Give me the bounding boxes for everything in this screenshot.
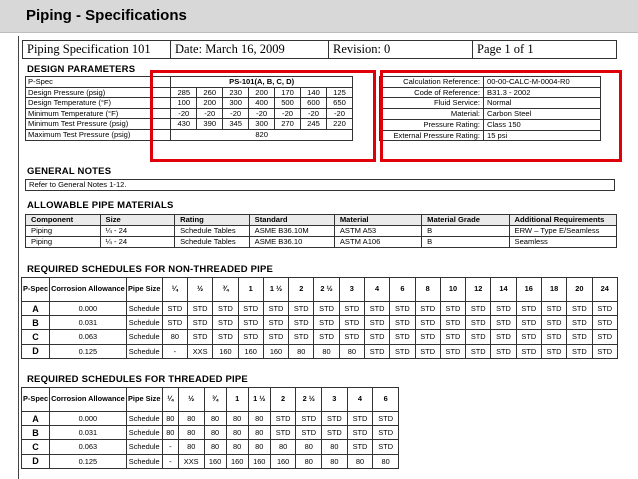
reference-value: 00-00-CALC-M-0004-R0 bbox=[484, 77, 601, 88]
allowable-cell: ¼ - 24 bbox=[100, 226, 175, 237]
schedule-cell: STD bbox=[213, 316, 238, 330]
schedule-cell: STD bbox=[296, 412, 322, 426]
schedule-header bbox=[22, 388, 399, 412]
allowable-row bbox=[26, 226, 617, 237]
schedule-cell: Schedule bbox=[126, 344, 162, 358]
schedule-cell: 80 bbox=[248, 426, 270, 440]
pspec-label: P-Spec bbox=[26, 77, 171, 88]
max-test-label: Maximum Test Pressure (psig) bbox=[26, 129, 171, 140]
schedule-header-cell: P-Spec bbox=[22, 388, 50, 412]
schedule-cell: 160 bbox=[204, 454, 226, 468]
schedule-row bbox=[22, 454, 399, 468]
allowable-materials-table bbox=[25, 214, 617, 248]
reference-label: Fluid Service: bbox=[380, 98, 484, 109]
schedule-header-cell: 1 bbox=[226, 388, 248, 412]
schedule-cell: 80 bbox=[226, 426, 248, 440]
schedule-cell: 80 bbox=[322, 454, 348, 468]
design-param-value: 300 bbox=[223, 98, 249, 109]
schedule-cell: - bbox=[162, 344, 187, 358]
doc-page: Page 1 of 1 bbox=[477, 42, 534, 56]
design-param-label: Minimum Test Pressure (psig) bbox=[26, 119, 171, 130]
design-param-value: -20 bbox=[326, 108, 352, 119]
reference-label: External Pressure Rating: bbox=[380, 130, 484, 141]
schedule-header-cell: 3 bbox=[339, 278, 364, 302]
schedule-cell: STD bbox=[238, 302, 263, 316]
schedule-cell: STD bbox=[466, 302, 491, 316]
schedule-cell: STD bbox=[440, 330, 465, 344]
reference-value: B31.3 - 2002 bbox=[484, 87, 601, 98]
design-param-value: 230 bbox=[223, 87, 249, 98]
schedule-header-cell: Pipe Size bbox=[126, 388, 162, 412]
schedule-cell: Schedule bbox=[126, 412, 162, 426]
schedule-header-cell: 3 bbox=[322, 388, 348, 412]
schedule-cell: STD bbox=[541, 302, 566, 316]
design-param-value: 600 bbox=[301, 98, 327, 109]
schedule-header-cell: Corrosion Allowance bbox=[50, 278, 127, 302]
schedule-cell: 160 bbox=[263, 344, 288, 358]
design-param-value: 400 bbox=[249, 98, 275, 109]
allowable-header-cell: Component bbox=[26, 215, 101, 226]
design-param-value: -20 bbox=[301, 108, 327, 119]
design-param-value: 300 bbox=[249, 119, 275, 130]
pspec-cell: D bbox=[22, 454, 50, 468]
schedule-cell: Schedule bbox=[126, 426, 162, 440]
design-param-value: 390 bbox=[197, 119, 223, 130]
allowable-cell: B bbox=[422, 226, 509, 237]
schedule-cell: XXS bbox=[188, 344, 213, 358]
allowable-header-cell: Rating bbox=[175, 215, 250, 226]
schedule-cell: Schedule bbox=[126, 440, 162, 454]
schedule-row bbox=[22, 302, 618, 316]
schedule-cell: STD bbox=[466, 344, 491, 358]
schedule-cell: STD bbox=[592, 316, 618, 330]
schedule-cell: STD bbox=[567, 330, 592, 344]
schedule-header-cell: 2 ½ bbox=[296, 388, 322, 412]
schedule-cell: STD bbox=[347, 412, 373, 426]
allowable-cell: ASME B36.10M bbox=[249, 226, 334, 237]
design-param-value: 170 bbox=[275, 87, 301, 98]
schedule-header-cell: 14 bbox=[491, 278, 516, 302]
schedule-cell: STD bbox=[466, 330, 491, 344]
schedule-cell: STD bbox=[440, 344, 465, 358]
schedule-cell: STD bbox=[592, 302, 618, 316]
pspec-value: PS-101(A, B, C, D) bbox=[171, 77, 353, 88]
schedule-cell: 80 bbox=[289, 344, 314, 358]
schedule-cell: 80 bbox=[204, 440, 226, 454]
schedule-header-cell: ¼ bbox=[162, 278, 187, 302]
schedule-header-cell: ½ bbox=[188, 278, 213, 302]
allowable-cell: Schedule Tables bbox=[175, 237, 250, 248]
pspec-cell: B bbox=[22, 426, 50, 440]
schedule-cell: STD bbox=[415, 302, 440, 316]
pspec-cell: A bbox=[22, 302, 50, 316]
schedule-cell: 160 bbox=[238, 344, 263, 358]
schedule-cell: STD bbox=[364, 344, 389, 358]
schedule-cell: 80 bbox=[296, 454, 322, 468]
pspec-cell: C bbox=[22, 440, 50, 454]
schedule-header-cell: ¾ bbox=[204, 388, 226, 412]
schedule-cell: STD bbox=[592, 330, 618, 344]
schedule-cell: 80 bbox=[248, 440, 270, 454]
schedule-cell: STD bbox=[238, 330, 263, 344]
schedule-header-cell: 1 bbox=[238, 278, 263, 302]
design-param-value: -20 bbox=[249, 108, 275, 119]
schedule-cell: STD bbox=[491, 344, 516, 358]
schedule-cell: 80 bbox=[339, 344, 364, 358]
pspec-cell: B bbox=[22, 316, 50, 330]
schedule-cell: STD bbox=[567, 316, 592, 330]
schedule-header-cell: 1 ½ bbox=[248, 388, 270, 412]
schedule-cell: STD bbox=[592, 344, 618, 358]
schedule-header-cell: 4 bbox=[347, 388, 373, 412]
threaded-schedule-table bbox=[21, 387, 399, 469]
schedule-body bbox=[22, 412, 399, 469]
schedule-cell: STD bbox=[314, 302, 339, 316]
schedule-cell: XXS bbox=[178, 454, 204, 468]
allowable-cell: ¼ - 24 bbox=[100, 237, 175, 248]
schedule-cell: STD bbox=[516, 316, 541, 330]
schedule-header-cell: 10 bbox=[440, 278, 465, 302]
schedule-row bbox=[22, 344, 618, 358]
allowable-row bbox=[26, 237, 617, 248]
allowable-cell: ASTM A106 bbox=[334, 237, 421, 248]
design-param-label: Design Pressure (psig) bbox=[26, 87, 171, 98]
schedule-cell: STD bbox=[314, 330, 339, 344]
reference-label: Calculation Reference: bbox=[380, 77, 484, 88]
max-test-value: 820 bbox=[171, 129, 353, 140]
schedule-cell: 80 bbox=[347, 454, 373, 468]
doc-revision: Revision: 0 bbox=[329, 41, 473, 58]
schedule-cell: STD bbox=[339, 316, 364, 330]
schedule-cell: 0.125 bbox=[50, 454, 127, 468]
allowable-cell: B bbox=[422, 237, 509, 248]
design-param-value: 650 bbox=[326, 98, 352, 109]
schedule-header-cell: Pipe Size bbox=[126, 278, 162, 302]
schedule-cell: STD bbox=[415, 330, 440, 344]
schedule-cell: 0.000 bbox=[50, 302, 127, 316]
design-param-value: 125 bbox=[326, 87, 352, 98]
schedule-cell: 80 bbox=[322, 440, 348, 454]
schedule-cell: Schedule bbox=[126, 302, 162, 316]
title-bar bbox=[0, 0, 638, 33]
non-threaded-heading: REQUIRED SCHEDULES FOR NON-THREADED PIPE bbox=[27, 264, 274, 275]
schedule-header-cell: 20 bbox=[567, 278, 592, 302]
schedule-cell: STD bbox=[364, 316, 389, 330]
schedule-cell: STD bbox=[541, 330, 566, 344]
schedule-cell: STD bbox=[289, 302, 314, 316]
design-param-label: Minimum Temperature (°F) bbox=[26, 108, 171, 119]
schedule-cell: STD bbox=[415, 316, 440, 330]
allowable-cell: ERW – Type E/Seamless bbox=[509, 226, 617, 237]
schedule-cell: STD bbox=[466, 316, 491, 330]
schedule-cell: 160 bbox=[213, 344, 238, 358]
schedule-cell: STD bbox=[347, 426, 373, 440]
schedule-cell: STD bbox=[541, 344, 566, 358]
design-param-value: 200 bbox=[197, 98, 223, 109]
allowable-header-cell: Additional Requirements bbox=[509, 215, 617, 226]
schedule-header-cell: 8 bbox=[415, 278, 440, 302]
schedule-header-cell: 2 bbox=[270, 388, 296, 412]
schedule-cell: STD bbox=[390, 330, 415, 344]
schedule-cell: STD bbox=[415, 344, 440, 358]
schedule-cell: STD bbox=[373, 426, 399, 440]
schedule-row bbox=[22, 440, 399, 454]
schedule-header-cell: ¼ bbox=[162, 388, 178, 412]
schedule-header-cell: 4 bbox=[364, 278, 389, 302]
schedule-cell: 80 bbox=[226, 440, 248, 454]
schedule-cell: STD bbox=[347, 440, 373, 454]
schedule-cell: STD bbox=[440, 316, 465, 330]
reference-label: Pressure Rating: bbox=[380, 119, 484, 130]
schedule-cell: STD bbox=[322, 412, 348, 426]
schedule-header-cell: 24 bbox=[592, 278, 618, 302]
schedule-cell: 80 bbox=[296, 440, 322, 454]
document-header bbox=[22, 40, 617, 59]
schedule-cell: STD bbox=[339, 302, 364, 316]
schedule-cell: STD bbox=[188, 330, 213, 344]
reference-value: Normal bbox=[484, 98, 601, 109]
schedule-cell: STD bbox=[373, 440, 399, 454]
schedule-cell: STD bbox=[263, 330, 288, 344]
schedule-cell: 80 bbox=[226, 412, 248, 426]
design-param-value: 270 bbox=[275, 119, 301, 130]
schedule-header-row bbox=[22, 388, 399, 412]
schedule-cell: STD bbox=[238, 316, 263, 330]
schedule-cell: STD bbox=[491, 330, 516, 344]
schedule-row bbox=[22, 316, 618, 330]
highlight-box-pressure-temperature bbox=[150, 70, 376, 162]
allowable-cell: Seamless bbox=[509, 237, 617, 248]
doc-date: Date: March 16, 2009 bbox=[171, 41, 329, 58]
design-param-value: 220 bbox=[326, 119, 352, 130]
schedule-cell: STD bbox=[314, 316, 339, 330]
pspec-cell: D bbox=[22, 344, 50, 358]
schedule-cell: STD bbox=[296, 426, 322, 440]
reference-label: Code of Reference: bbox=[380, 87, 484, 98]
schedule-cell: - bbox=[162, 454, 178, 468]
allowable-header-cell: Standard bbox=[249, 215, 334, 226]
schedule-cell: 160 bbox=[270, 454, 296, 468]
schedule-cell: STD bbox=[270, 426, 296, 440]
allowable-cell: Schedule Tables bbox=[175, 226, 250, 237]
schedule-cell: 0.000 bbox=[50, 412, 127, 426]
schedule-row bbox=[22, 412, 399, 426]
schedule-header-cell: ½ bbox=[178, 388, 204, 412]
reference-label: Material: bbox=[380, 109, 484, 120]
schedule-cell: STD bbox=[390, 316, 415, 330]
schedule-cell: 80 bbox=[178, 440, 204, 454]
allowable-cell: ASME B36.10 bbox=[249, 237, 334, 248]
pspec-cell: A bbox=[22, 412, 50, 426]
schedule-cell: Schedule bbox=[126, 316, 162, 330]
schedule-cell: STD bbox=[188, 302, 213, 316]
schedule-cell: 80 bbox=[162, 412, 178, 426]
schedule-body bbox=[22, 302, 618, 359]
schedule-cell: STD bbox=[289, 330, 314, 344]
schedule-header-cell: P-Spec bbox=[22, 278, 50, 302]
design-param-value: 100 bbox=[171, 98, 197, 109]
allowable-header-cell: Material bbox=[334, 215, 421, 226]
schedule-header-cell: 1 ½ bbox=[263, 278, 288, 302]
schedule-header-cell: ¾ bbox=[213, 278, 238, 302]
schedule-header bbox=[22, 278, 618, 302]
highlight-box-reference bbox=[380, 70, 622, 162]
schedule-header-cell: 6 bbox=[373, 388, 399, 412]
design-param-label: Design Temperature (°F) bbox=[26, 98, 171, 109]
schedule-cell: STD bbox=[364, 330, 389, 344]
schedule-cell: STD bbox=[541, 316, 566, 330]
schedule-cell: Schedule bbox=[126, 330, 162, 344]
design-param-value: 430 bbox=[171, 119, 197, 130]
design-param-value: -20 bbox=[223, 108, 249, 119]
schedule-cell: 80 bbox=[178, 412, 204, 426]
schedule-cell: 80 bbox=[248, 412, 270, 426]
design-parameters-heading: DESIGN PARAMETERS bbox=[27, 64, 136, 75]
schedule-cell: 0.063 bbox=[50, 330, 127, 344]
pspec-cell: C bbox=[22, 330, 50, 344]
general-notes-text: Refer to General Notes 1-12. bbox=[26, 180, 615, 191]
design-param-value: 140 bbox=[301, 87, 327, 98]
doc-spec-name: Piping Specification 101 bbox=[23, 41, 171, 58]
schedule-header-cell: 18 bbox=[541, 278, 566, 302]
non-threaded-schedule-table bbox=[21, 277, 618, 359]
schedule-row bbox=[22, 330, 618, 344]
schedule-cell: 80 bbox=[314, 344, 339, 358]
schedule-cell: 80 bbox=[162, 330, 187, 344]
schedule-row bbox=[22, 426, 399, 440]
schedule-cell: STD bbox=[364, 302, 389, 316]
reference-value: Class 150 bbox=[484, 119, 601, 130]
allowable-header-cell: Size bbox=[100, 215, 175, 226]
reference-value: 15 psi bbox=[484, 130, 601, 141]
allowable-header-row bbox=[26, 215, 617, 226]
schedule-cell: STD bbox=[491, 302, 516, 316]
design-param-value: -20 bbox=[197, 108, 223, 119]
design-param-value: 345 bbox=[223, 119, 249, 130]
schedule-cell: 80 bbox=[178, 426, 204, 440]
schedule-cell: 80 bbox=[204, 426, 226, 440]
schedule-cell: STD bbox=[263, 316, 288, 330]
schedule-cell: 0.031 bbox=[50, 426, 127, 440]
design-param-value: 245 bbox=[301, 119, 327, 130]
schedule-header-cell: 16 bbox=[516, 278, 541, 302]
allowable-materials-heading: ALLOWABLE PIPE MATERIALS bbox=[27, 200, 174, 211]
schedule-header-cell: 2 ½ bbox=[314, 278, 339, 302]
schedule-cell: STD bbox=[516, 330, 541, 344]
schedule-header-cell: 6 bbox=[390, 278, 415, 302]
design-param-value: -20 bbox=[171, 108, 197, 119]
schedule-cell: STD bbox=[289, 316, 314, 330]
allowable-header-cell: Material Grade bbox=[422, 215, 509, 226]
reference-value: Carbon Steel bbox=[484, 109, 601, 120]
schedule-cell: STD bbox=[322, 426, 348, 440]
schedule-header-cell: 12 bbox=[466, 278, 491, 302]
schedule-cell: STD bbox=[263, 302, 288, 316]
schedule-cell: 0.125 bbox=[50, 344, 127, 358]
schedule-cell: 80 bbox=[373, 454, 399, 468]
schedule-cell: STD bbox=[567, 302, 592, 316]
schedule-cell: STD bbox=[516, 344, 541, 358]
schedule-cell: 160 bbox=[248, 454, 270, 468]
threaded-heading: REQUIRED SCHEDULES FOR THREADED PIPE bbox=[27, 374, 248, 385]
design-param-value: -20 bbox=[275, 108, 301, 119]
schedule-cell: STD bbox=[270, 412, 296, 426]
schedule-cell: Schedule bbox=[126, 454, 162, 468]
schedule-cell: STD bbox=[213, 302, 238, 316]
schedule-cell: STD bbox=[567, 344, 592, 358]
schedule-cell: 0.063 bbox=[50, 440, 127, 454]
schedule-cell: STD bbox=[373, 412, 399, 426]
design-param-value: 500 bbox=[275, 98, 301, 109]
design-param-value: 285 bbox=[171, 87, 197, 98]
allowable-cell: Piping bbox=[26, 226, 101, 237]
schedule-cell: 80 bbox=[204, 412, 226, 426]
design-param-value: 260 bbox=[197, 87, 223, 98]
schedule-cell: 80 bbox=[162, 426, 178, 440]
schedule-cell: STD bbox=[440, 302, 465, 316]
schedule-cell: STD bbox=[162, 302, 187, 316]
schedule-cell: STD bbox=[491, 316, 516, 330]
schedule-cell: STD bbox=[390, 302, 415, 316]
spec-document bbox=[18, 36, 628, 479]
schedule-cell: 0.031 bbox=[50, 316, 127, 330]
schedule-cell: STD bbox=[390, 344, 415, 358]
schedule-cell: STD bbox=[162, 316, 187, 330]
general-notes-heading: GENERAL NOTES bbox=[27, 166, 112, 177]
schedule-header-row bbox=[22, 278, 618, 302]
general-notes-table bbox=[25, 179, 615, 191]
schedule-cell: 80 bbox=[270, 440, 296, 454]
schedule-cell: STD bbox=[188, 316, 213, 330]
schedule-cell: STD bbox=[213, 330, 238, 344]
allowable-cell: Piping bbox=[26, 237, 101, 248]
allowable-cell: ASTM A53 bbox=[334, 226, 421, 237]
schedule-cell: STD bbox=[339, 330, 364, 344]
schedule-cell: - bbox=[162, 440, 178, 454]
schedule-cell: STD bbox=[516, 302, 541, 316]
design-param-value: 200 bbox=[249, 87, 275, 98]
slide-title: Piping - Specifications bbox=[26, 7, 187, 24]
schedule-header-cell: 2 bbox=[289, 278, 314, 302]
schedule-cell: 160 bbox=[226, 454, 248, 468]
schedule-header-cell: Corrosion Allowance bbox=[50, 388, 127, 412]
